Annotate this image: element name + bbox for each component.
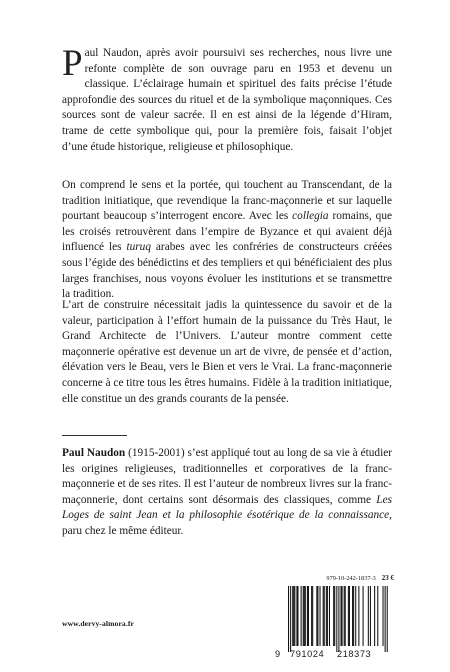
barcode-digits-right: 218373 [337, 649, 372, 659]
author-name: Paul Naudon [62, 447, 126, 459]
isbn: 979-10-242-1837-3 [326, 575, 376, 582]
barcode-bar [316, 586, 317, 646]
barcode-bar [292, 586, 293, 646]
barcode-bar [290, 586, 291, 652]
barcode-bar [377, 586, 378, 646]
barcode-bar [385, 586, 386, 652]
barcode-bar [312, 586, 313, 646]
barcode-bar [341, 586, 342, 646]
bio-text-a: (1915-2001) s’est appliqué tout au long de sa vie à étudier les origines religieuses, traditionnelles et corporatives de la franc-maçonnerie et de ses rites. Il est l’auteur de nombreux livres sur la franc-maçonnerie, dont certains sont désormais des classiques, comme [62, 447, 392, 506]
barcode-bar [344, 586, 345, 646]
barcode-bar [353, 586, 354, 646]
barcode-bar [338, 586, 339, 652]
barcode-bar [323, 586, 324, 646]
paragraph-2-text-c: arabes avec les confréries de constructeurs créées sous l’égide des bénédictins et des templiers et qui bénéficiaient des plus larges franchises, nous voyons évoluer les institutions et se transmettre la tradition. [62, 241, 392, 301]
barcode-bar [348, 586, 349, 646]
book-title: Les Loges de saint Jean et la philosophie ésotérique de la connaissance [62, 493, 392, 522]
barcode-bar [311, 586, 312, 646]
barcode-bar [305, 586, 306, 646]
paragraph-2-text-a: On comprend le sens et la portée, qui touchent au Transcendant, de la tradition initiatique, que revendique la franc-maçonnerie et sur laquelle pourtant beaucoup s’interrogent encore. Avec les [62, 179, 392, 223]
barcode-bar [333, 586, 334, 646]
barcode-bar [308, 586, 309, 646]
barcode-bar [387, 586, 388, 652]
barcode-bar [301, 586, 302, 646]
barcode-bar [329, 586, 330, 646]
paragraph-2-text-b: romains, que les croisés retrouvèrent dans l’empire de Byzance et qui avaient déjà influencé les [62, 210, 392, 254]
barcode-bar [307, 586, 308, 646]
barcode-block [274, 574, 394, 659]
barcode-bar [296, 586, 297, 646]
summary-paragraph-2 [62, 178, 392, 303]
drop-cap: P [62, 43, 83, 84]
barcode-bar [297, 586, 298, 646]
barcode-bar [304, 586, 305, 646]
isbn-price-line [274, 574, 394, 583]
publisher-website[interactable]: www.dervy-almora.fr [62, 619, 134, 628]
bio-text-b: , paru chez le même éditeur. [62, 509, 392, 537]
barcode-bar [345, 586, 346, 646]
barcode-bar [294, 586, 295, 646]
barcode-bar [370, 586, 371, 646]
barcode-bar [352, 586, 353, 646]
barcode-bar [342, 586, 343, 646]
barcode-bar [317, 586, 318, 646]
barcode-bar [327, 586, 328, 646]
barcode-bar [363, 586, 364, 646]
barcode-bar [358, 586, 359, 646]
author-bio [62, 446, 392, 540]
collegia-term: collegia [292, 210, 329, 223]
barcode-bar [349, 586, 350, 646]
barcode-bar [368, 586, 369, 646]
barcode-bar [303, 586, 304, 646]
barcode-bar [374, 586, 375, 646]
summary-paragraph-1 [62, 43, 392, 155]
barcode-bar [326, 586, 327, 646]
barcode-icon [288, 586, 392, 656]
barcode-bar [383, 586, 384, 646]
barcode-bar [320, 586, 321, 646]
barcode-bar [334, 586, 335, 646]
barcode-digit-first: 9 [275, 649, 281, 659]
barcode-bar [288, 586, 289, 652]
barcode-digits-left: 791024 [290, 649, 325, 659]
paragraph-1-text: aul Naudon, après avoir poursuivi ses recherches, nous livre une refonte complète de son ouvrage paru en 1953 et devenu un classique. L’éclairage humain et spirituel des faits précise l’étude approfondie des sources du rituel et de la symbolique maçonniques. Ces sources sont de valeur sacrée. Il en est ainsi de la légende d’Hiram, trame de cette symbolique qui, pour la première fois, faisait l’objet d’une étude historique, religieuse et philosophique. [62, 47, 392, 153]
price: 23 € [381, 574, 394, 582]
turuq-term: turuq [126, 241, 151, 254]
barcode-bar [324, 586, 325, 646]
barcode-bar [336, 586, 337, 652]
divider [62, 435, 127, 436]
barcode-bar [355, 586, 356, 646]
summary-paragraph-3: L’art de construire nécessitait jadis la quintessence du savoir et de la valeur, participation à l’effort humain de la puissance du Très Haut, le Grand Architecte de l’Univers. L’auteur montre comment cette maçonnerie opérative est devenue un art de vivre, de pensée et d’action, élévation vers le Beau, vers le Bien et vers le Vrai. La franc-maçonnerie concerne à ce titre tous les êtres humains. Fidèle à la tradition initiatique, elle constitue un des grands courants de la pensée. [62, 299, 393, 405]
barcode-bar [293, 586, 294, 646]
